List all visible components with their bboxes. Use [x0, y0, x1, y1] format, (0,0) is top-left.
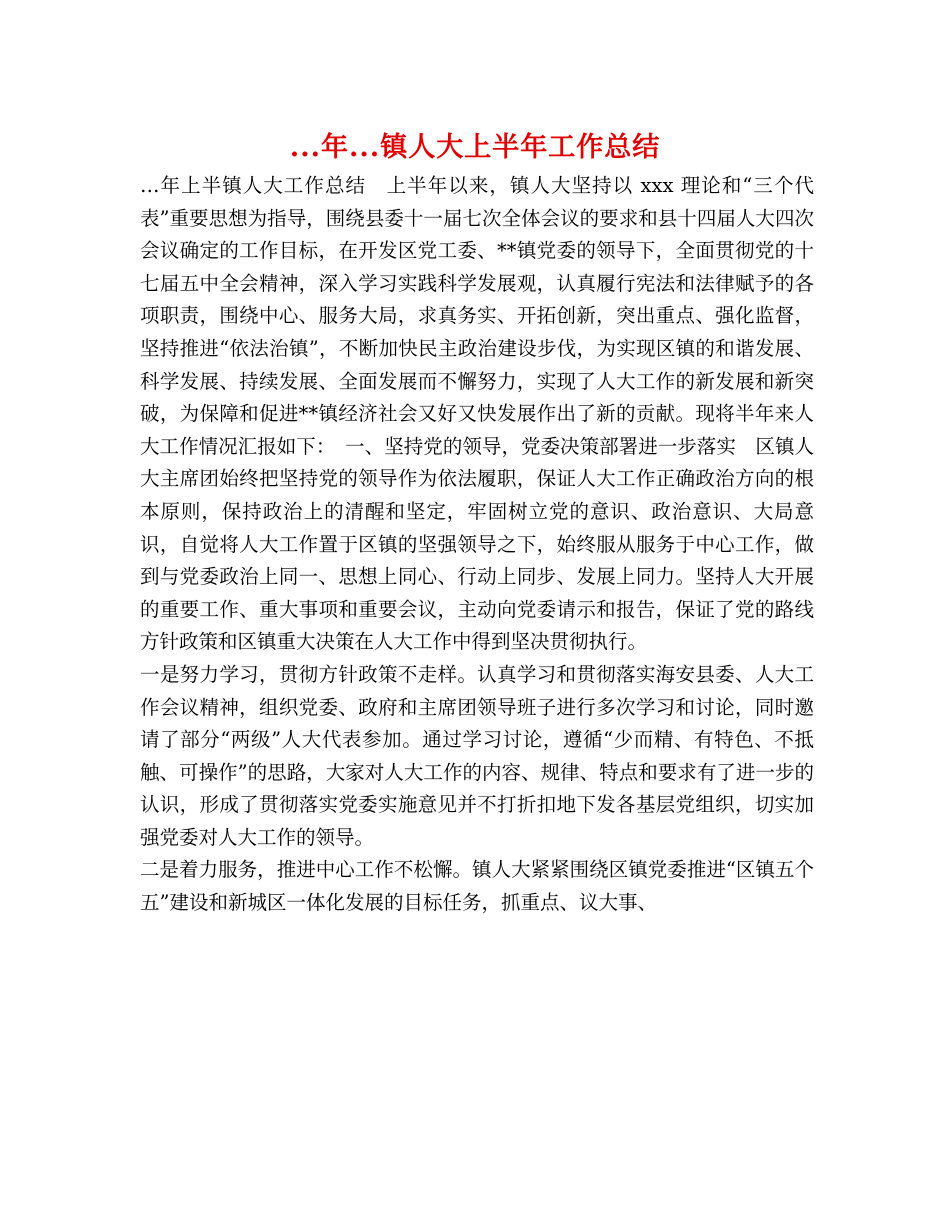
body-paragraph-2: 一是努力学习，贯彻方针政策不走样。认真学习和贯彻落实海安县委、人大工作会议精神，组织党委、政府和主席团领导班子进行多次学习和讨论，同时邀请了部分“两级”人大代表参加。通过学习讨论，遵循“少而精、有特色、不抵触、可操作”的思路，大家对人大工作的内容、规律、特点和要求有了进一步的认识，形成了贯彻落实党委实施意见并不打折扣地下发各基层党组织，切实加强党委对人大工作的领导。	[140, 662, 814, 849]
body-paragraph-1: …年上半镇人大工作总结 上半年以来，镇人大坚持以 xxx 理论和“三个代表”重要思想为指导，围绕县委十一届七次全体会议的要求和县十四届人大四次会议确定的工作目标，在开发区党工委、**镇党委的领导下，全面贯彻党的十七届五中全会精神，深入学习实践科学发展观，认真履行宪法和法律赋予的各项职责，围绕中心、服务大局，求真务实、开拓创新，突出重点、强化监督，坚持推进“依法治镇”，不断加快民主政治建设步伐，为实现区镇的和谐发展、科学发展、持续发展、全面发展而不懈努力，实现了人大工作的新发展和新突破，为保障和促进**镇经济社会又好又快发展作出了新的贡献。现将半年来人大工作情况汇报如下： 一、坚持党的领导，党委决策部署进一步落实 区镇人大主席团始终把坚持党的领导作为依法履职，保证人大工作正确政治方向的根本原则，保持政治上的清醒和坚定，牢固树立党的意识、政治意识、大局意识，自觉将人大工作置于区镇的坚强领导之下，始终服从服务于中心工作，做到与党委政治上同一、思想上同心、行动上同步、发展上同力。坚持人大开展的重要工作、重大事项和重要会议，主动向党委请示和报告，保证了党的路线方针政策和区镇重大决策在人大工作中得到坚决贯彻执行。	[140, 174, 814, 654]
document-title: ...年...镇人大上半年工作总结	[289, 132, 661, 163]
body-paragraph-3: 二是着力服务，推进中心工作不松懈。镇人大紧紧围绕区镇党委推进“区镇五个五”建设和新城区一体化发展的目标任务，抓重点、议大事、	[140, 858, 814, 915]
document-body	[140, 170, 814, 920]
